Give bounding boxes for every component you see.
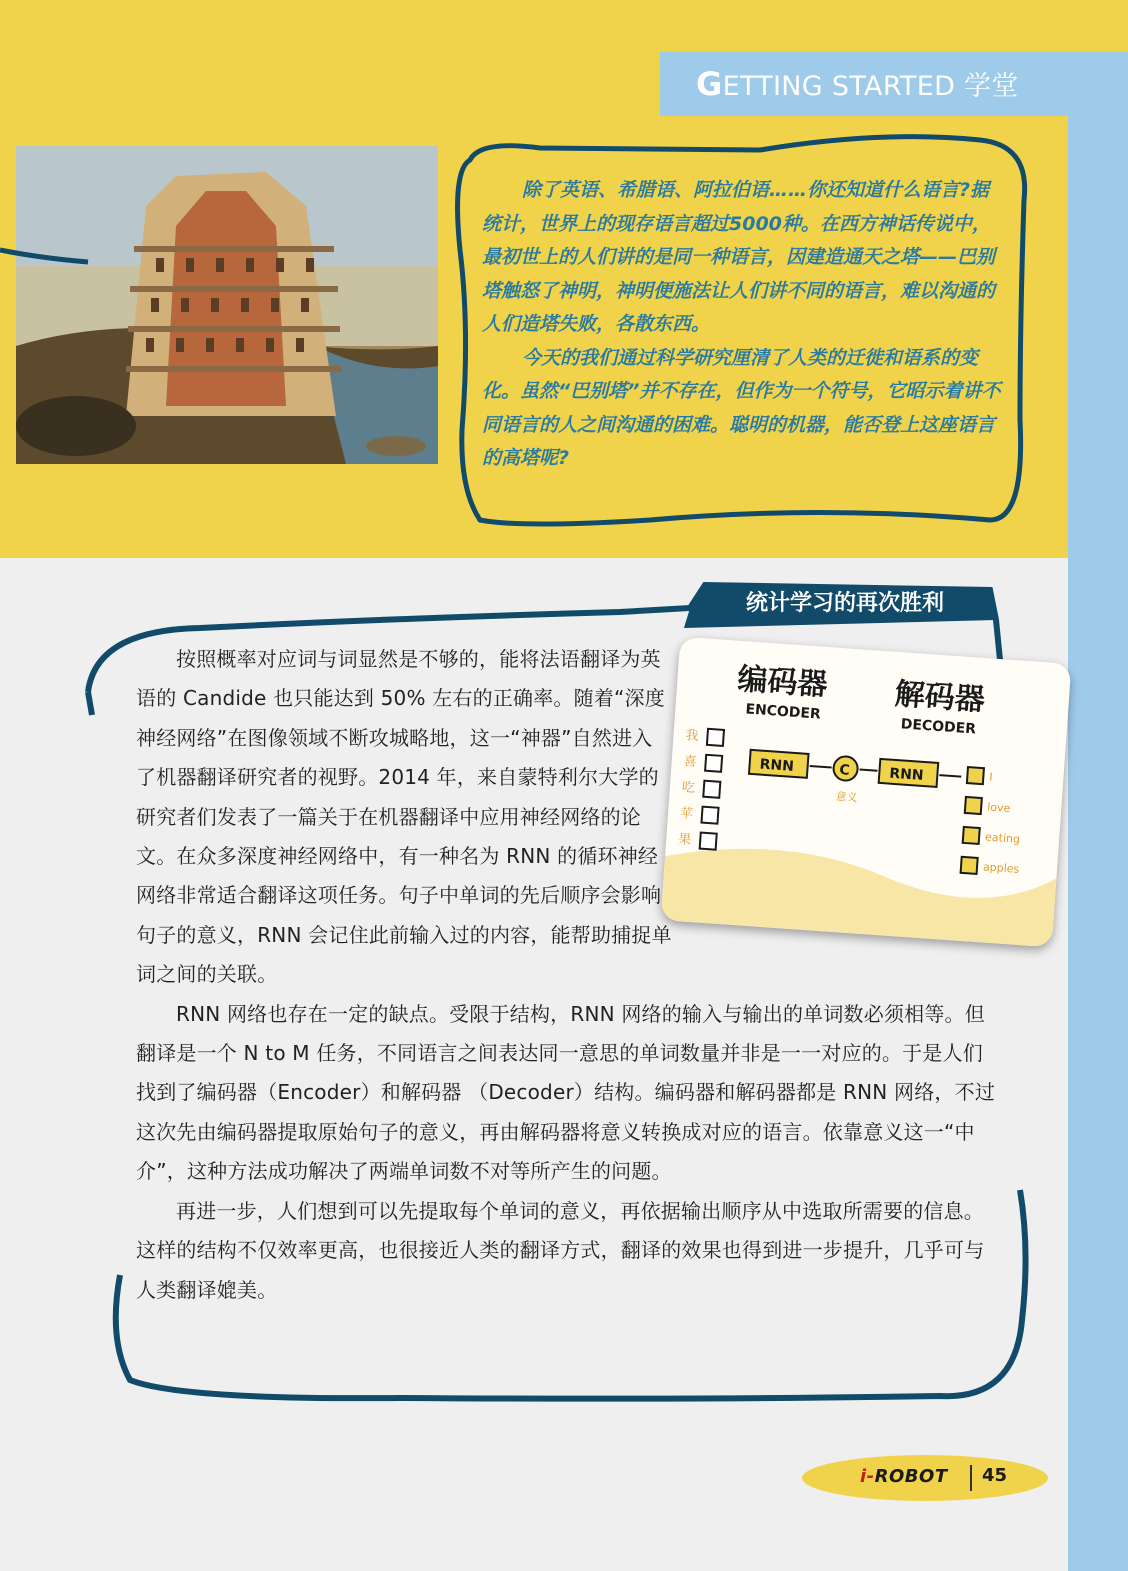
brand-prefix: i- xyxy=(860,1466,875,1487)
decoder-title-en: DECODER xyxy=(900,716,977,738)
main-article xyxy=(136,640,996,1310)
input-word: 苹 xyxy=(679,806,694,822)
brand-name: ROBOT xyxy=(874,1466,948,1487)
decoder-title-cn: 解码器 xyxy=(893,676,986,719)
article-paragraph-3: 再进一步，人们想到可以先提取每个单词的意义，再依据输出顺序从中选取所需要的信息。这样的结构不仅效率更高，也很接近人类的翻译方式，翻译的效果也得到进一步提升，几乎可与人类翻译媲美。 xyxy=(136,1198,985,1302)
decoder-rnn-label: RNN xyxy=(888,765,925,784)
encoder-title-en: ENCODER xyxy=(744,701,822,723)
output-word: love xyxy=(986,800,1011,816)
output-word: apples xyxy=(982,860,1020,876)
article-paragraph-1: 按照概率对应词与词显然是不够的，能将法语翻译为英语的 Candide 也只能达到 50% 左右的正确率。随着“深度神经网络”在图像领域不断攻城略地，这一“神器”自然进入了机器翻译研究者的视野。2014 年，来自蒙特利尔大学的研究者们发表了一篇关于在机器翻译中应用神经网络的论文。在众多深度神经网络中，有一种名为 RNN 的循环神经网络非常适合翻译这项任务。句子中单词的先后顺序会影响句子的意义，RNN 会记住此前输入过的内容，能帮助捕捉单词之间的关联。 xyxy=(136,647,672,987)
intro-passage xyxy=(482,174,1008,476)
header-title: ETTING STARTED 学堂 xyxy=(722,71,1019,102)
input-word: 喜 xyxy=(683,754,698,771)
output-word: I xyxy=(988,770,994,784)
section-title: 统计学习的再次胜利 xyxy=(745,591,944,616)
meaning-label: 意义 xyxy=(835,789,859,805)
intro-paragraph-1: 除了英语、希腊语、阿拉伯语……你还知道什么语言?据统计，世界上的现存语言超过5000种。在西方神话传说中，最初世上的人们讲的是同一种语言，因建造通天之塔——巴别塔触怒了神明，神明便施法让人们讲不同的语言，难以沟通的人们造塔失败，各散东西。 xyxy=(482,179,996,335)
context-label: C xyxy=(838,762,851,779)
input-word: 吃 xyxy=(681,780,696,797)
input-word: 我 xyxy=(684,728,699,745)
article-paragraph-2: RNN 网络也存在一定的缺点。受限于结构，RNN 网络的输入与输出的单词数必须相等。但翻译是一个 N to M 任务，不同语言之间表达同一意思的单词数量并非是一一对应的。于是人们找到了编码器（Encoder）和解码器 （Decoder）结构。编码器和解码器都是 RNN 网络，不过这次先由编码器提取原始句子的意义，再由解码器将意义转换成对应的语言。依靠意义这一“中介”，这种方法成功解决了两端单词数不对等所产生的问题。 xyxy=(136,1001,996,1184)
page-number: 45 xyxy=(982,1465,1008,1486)
diagram-wrap-space xyxy=(672,640,996,956)
magazine-brand xyxy=(860,1466,948,1487)
input-word: 果 xyxy=(677,832,692,848)
output-word: eating xyxy=(984,830,1021,846)
encoder-title-cn: 编码器 xyxy=(736,661,829,704)
encoder-rnn-label: RNN xyxy=(759,756,795,775)
footer-divider xyxy=(970,1465,972,1491)
intro-paragraph-2: 今天的我们通过科学研究厘清了人类的迁徙和语系的变化。虽然“巴别塔”并不存在，但作为一个符号，它昭示着讲不同语言的人之间沟通的困难。聪明的机器，能否登上这座语言的高塔呢? xyxy=(482,346,1001,469)
header-first-letter: G xyxy=(696,65,723,103)
